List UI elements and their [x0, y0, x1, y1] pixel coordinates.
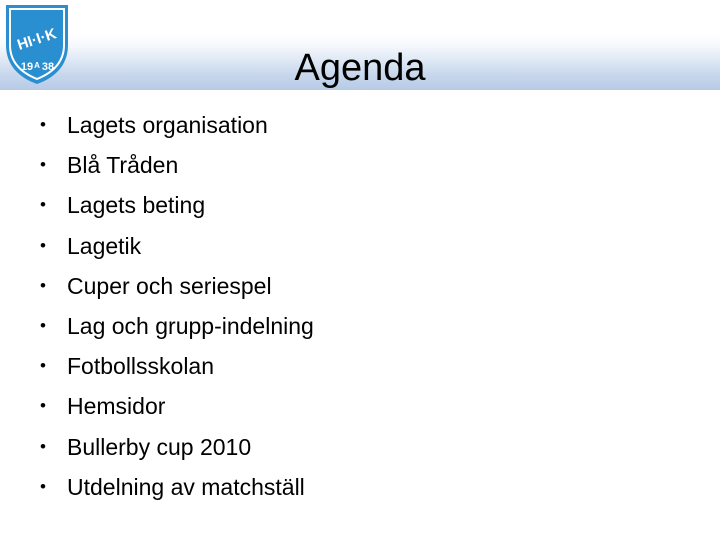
agenda-item-text: Cuper och seriespel: [67, 272, 272, 299]
logo-year-right: 38: [41, 61, 55, 73]
agenda-item-text: Blå Tråden: [67, 152, 179, 179]
bullet-icon: •: [40, 155, 46, 175]
club-logo: [2, 2, 72, 86]
agenda-item-text: Lagets beting: [67, 192, 206, 219]
logo-year-mid: A: [34, 61, 40, 70]
agenda-item-text: Fotbollsskolan: [67, 353, 215, 380]
agenda-item-text: Hemsidor: [67, 393, 166, 420]
bullet-icon: •: [40, 275, 46, 295]
bullet-icon: •: [40, 396, 46, 416]
bullet-icon: •: [40, 476, 46, 496]
agenda-item-text: Bullerby cup 2010: [67, 433, 252, 460]
bullet-icon: •: [40, 436, 46, 456]
bullet-icon: •: [40, 115, 46, 134]
logo-top-text: HI·I·K: [15, 25, 59, 54]
bullet-icon: •: [40, 235, 46, 255]
agenda-item-text: Lagetik: [67, 232, 142, 259]
agenda-item-text: Lagets organisation: [67, 112, 268, 138]
bullet-icon: •: [40, 356, 46, 376]
bullet-icon: •: [40, 315, 46, 335]
agenda-item-text: Lag och grupp-indelning: [67, 312, 314, 339]
bullet-icon: •: [40, 195, 46, 215]
slide-title: Agenda: [294, 47, 426, 89]
agenda-item-text: Utdelning av matchställ: [67, 473, 305, 500]
logo-year-left: 19: [20, 61, 34, 73]
